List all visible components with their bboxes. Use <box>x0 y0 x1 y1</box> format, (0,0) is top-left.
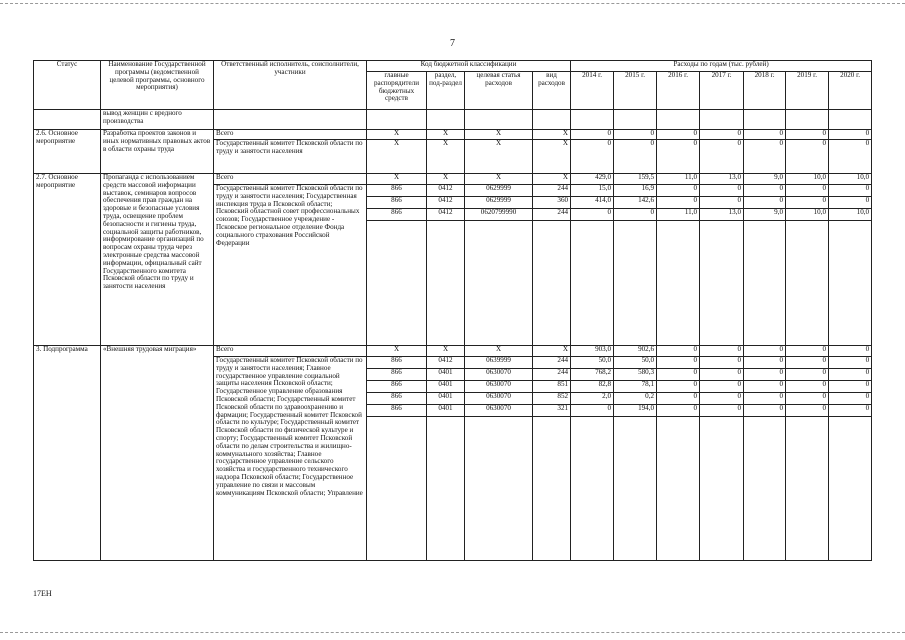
value-cell: 194,0 <box>614 405 657 417</box>
status-cell: 2.6. Основное мероприятие <box>34 130 101 174</box>
value-cell: 78,1 <box>614 381 657 393</box>
value-cell: 0 <box>571 140 614 174</box>
target-cell: 0630070 <box>465 381 533 393</box>
header-code-section: раздел, под-раздел <box>427 72 465 110</box>
value-cell: 0 <box>829 197 872 209</box>
value-cell: 0 <box>700 197 744 209</box>
value-cell: 11,0 <box>657 209 700 221</box>
value-cell: 0 <box>700 369 744 381</box>
value-cell: 0 <box>786 369 829 381</box>
target-cell: 0629999 <box>465 197 533 209</box>
status-cell: 3. Подпрограмма <box>34 346 101 561</box>
value-cell: 0 <box>786 346 829 357</box>
scan-edge-bottom <box>0 632 905 633</box>
value-cell: 0 <box>786 185 829 197</box>
value-cell: 0 <box>744 130 786 140</box>
value-cell: 0 <box>744 346 786 357</box>
grbs-cell: 866 <box>367 369 427 381</box>
target-cell: 0630070 <box>465 369 533 381</box>
value-cell: 50,0 <box>614 357 657 369</box>
grbs-cell: 866 <box>367 405 427 417</box>
name-cell: «Внешняя трудовая миграция» <box>101 346 214 561</box>
value-cell: 0 <box>657 381 700 393</box>
value-cell: 0 <box>571 209 614 221</box>
value-cell: 0 <box>657 393 700 405</box>
section-cell: 0401 <box>427 393 465 405</box>
target-cell: 0620799990 <box>465 209 533 221</box>
header-year: 2017 г. <box>700 72 744 110</box>
executor-cell: Всего <box>214 130 367 140</box>
value-cell: 0 <box>700 185 744 197</box>
header-year: 2019 г. <box>786 72 829 110</box>
header-code-group: Код бюджетной классификации <box>367 61 571 72</box>
grbs-cell: 866 <box>367 381 427 393</box>
value-cell: 0 <box>744 185 786 197</box>
value-cell: 0 <box>744 357 786 369</box>
section-cell: 0412 <box>427 357 465 369</box>
value-cell: 0 <box>744 197 786 209</box>
executor-cell: Государственный комитет Псковской области по труду и занятости населения <box>214 140 367 174</box>
value-cell: 9,0 <box>744 209 786 221</box>
value-cell: 0 <box>700 130 744 140</box>
value-cell: 15,0 <box>571 185 614 197</box>
section-cell: Х <box>427 130 465 140</box>
name-cell: Пропаганда с использованием средств массовой информации выставок, семинаров вопросов обеспечения прав граждан на здоровые и безопасные условия труда, освещение проблем безопасности и гигиены труда, социальной защиты работников, информирование организаций по вопросам охраны труда через электронные средства массовой информации, официальный сайт Государственного комитета Псковской области по труду и занятости населения <box>101 174 214 346</box>
value-cell: 0 <box>829 130 872 140</box>
grbs-cell: 866 <box>367 185 427 197</box>
type-cell: 244 <box>533 357 571 369</box>
document-code: 17ЕН <box>33 589 52 598</box>
value-cell: 11,0 <box>657 174 700 185</box>
grbs-cell: Х <box>367 174 427 185</box>
type-cell: 321 <box>533 405 571 417</box>
target-cell: Х <box>465 346 533 357</box>
value-cell: 2,0 <box>571 393 614 405</box>
section-cell: 0412 <box>427 197 465 209</box>
status-cell: 2.7. Основное мероприятие <box>34 174 101 346</box>
header-year: 2016 г. <box>657 72 700 110</box>
value-cell: 0 <box>700 140 744 174</box>
section-cell: 0412 <box>427 185 465 197</box>
value-cell: 0 <box>700 405 744 417</box>
value-cell: 0 <box>829 393 872 405</box>
value-cell: 13,0 <box>700 209 744 221</box>
value-cell: 429,0 <box>571 174 614 185</box>
value-cell: 768,2 <box>571 369 614 381</box>
header-year: 2015 г. <box>614 72 657 110</box>
target-cell: 0630070 <box>465 405 533 417</box>
value-cell: 16,9 <box>614 185 657 197</box>
budget-table <box>33 60 872 561</box>
section-cell: 0401 <box>427 405 465 417</box>
section-cell: 0401 <box>427 369 465 381</box>
target-cell: Х <box>465 130 533 140</box>
target-cell: 0629999 <box>465 185 533 197</box>
value-cell: 0 <box>744 140 786 174</box>
value-cell: 0 <box>614 140 657 174</box>
value-cell: 10,0 <box>786 209 829 221</box>
value-cell: 0 <box>786 393 829 405</box>
header-year: 2014 г. <box>571 72 614 110</box>
header-status: Статус <box>34 61 101 110</box>
value-cell: 0 <box>786 405 829 417</box>
table-row <box>34 346 872 357</box>
value-cell: 0 <box>829 369 872 381</box>
value-cell: 0 <box>829 357 872 369</box>
grbs-cell: 866 <box>367 209 427 221</box>
value-cell: 82,8 <box>571 381 614 393</box>
grbs-cell: Х <box>367 140 427 174</box>
value-cell: 0 <box>786 381 829 393</box>
value-cell: 0 <box>829 346 872 357</box>
section-cell: 0412 <box>427 209 465 221</box>
value-cell: 0 <box>829 140 872 174</box>
section-cell: 0401 <box>427 381 465 393</box>
value-cell: 0 <box>700 381 744 393</box>
value-cell: 0 <box>744 405 786 417</box>
value-cell: 0 <box>744 393 786 405</box>
header-name: Наименование Государственной программы (ведомственной целевой программы, основного мероприятия) <box>101 61 214 110</box>
value-cell: 159,5 <box>614 174 657 185</box>
type-cell: Х <box>533 174 571 185</box>
value-cell: 50,0 <box>571 357 614 369</box>
section-cell: Х <box>427 140 465 174</box>
value-cell: 414,0 <box>571 197 614 209</box>
value-cell: 0 <box>700 346 744 357</box>
value-cell: 0,2 <box>614 393 657 405</box>
value-cell: 0 <box>571 130 614 140</box>
page-number: 7 <box>450 38 455 49</box>
value-cell: 0 <box>744 369 786 381</box>
value-cell: 10,0 <box>829 174 872 185</box>
status-cell <box>34 110 101 130</box>
value-cell: 580,3 <box>614 369 657 381</box>
target-cell: 0630070 <box>465 393 533 405</box>
value-cell: 0 <box>786 197 829 209</box>
section-cell: Х <box>427 174 465 185</box>
value-cell: 0 <box>829 185 872 197</box>
target-cell: Х <box>465 174 533 185</box>
type-cell: 244 <box>533 185 571 197</box>
value-cell: 9,0 <box>744 174 786 185</box>
target-cell: 0639999 <box>465 357 533 369</box>
grbs-cell: Х <box>367 130 427 140</box>
value-cell: 13,0 <box>700 174 744 185</box>
value-cell: 902,6 <box>614 346 657 357</box>
value-cell: 0 <box>786 140 829 174</box>
value-cell: 0 <box>571 405 614 417</box>
value-cell: 142,6 <box>614 197 657 209</box>
header-code-type: вид расходов <box>533 72 571 110</box>
value-cell: 0 <box>786 130 829 140</box>
header-code-target: целевая статья расходов <box>465 72 533 110</box>
header-expenses-group: Расходы по годам (тыс. рублей) <box>571 61 872 72</box>
header-code-grbs: главные распорядители бюджетных средств <box>367 72 427 110</box>
value-cell: 10,0 <box>829 209 872 221</box>
value-cell: 10,0 <box>786 174 829 185</box>
grbs-cell: Х <box>367 346 427 357</box>
header-executor: Ответственный исполнитель, соисполнители, участники <box>214 61 367 110</box>
section-cell: Х <box>427 346 465 357</box>
value-cell: 903,0 <box>571 346 614 357</box>
value-cell: 0 <box>700 357 744 369</box>
grbs-cell: 866 <box>367 357 427 369</box>
name-cell: Разработка проектов законов и иных нормативных правовых актов в области охраны труда <box>101 130 214 174</box>
value-cell: 0 <box>786 357 829 369</box>
type-cell: Х <box>533 140 571 174</box>
table-row <box>34 130 872 140</box>
name-cell: вывод женщин с вредного производства <box>101 110 214 130</box>
type-cell: Х <box>533 130 571 140</box>
value-cell: 0 <box>829 381 872 393</box>
value-cell: 0 <box>657 369 700 381</box>
value-cell: 0 <box>657 197 700 209</box>
header-year: 2018 г. <box>744 72 786 110</box>
type-cell: 852 <box>533 393 571 405</box>
type-cell: 244 <box>533 369 571 381</box>
target-cell: Х <box>465 140 533 174</box>
type-cell: 244 <box>533 209 571 221</box>
value-cell: 0 <box>700 393 744 405</box>
table-row <box>34 174 872 185</box>
table-row <box>34 110 872 130</box>
value-cell: 0 <box>614 209 657 221</box>
type-cell: 851 <box>533 381 571 393</box>
header-year: 2020 г. <box>829 72 872 110</box>
type-cell: Х <box>533 346 571 357</box>
value-cell: 0 <box>657 185 700 197</box>
value-cell: 0 <box>657 357 700 369</box>
scan-edge-top <box>0 3 905 4</box>
type-cell: 360 <box>533 197 571 209</box>
executor-cell: Государственный комитет Псковской области по труду и занятости населения; Государственная инспекция труда в Псковской области; Псковский областной совет профессиональных союзов; Государственное учреждение - Псковское региональное отделение Фонда социального страхования Российской Федерации <box>214 185 367 346</box>
executor-cell: Всего <box>214 174 367 185</box>
grbs-cell: 866 <box>367 197 427 209</box>
value-cell: 0 <box>829 405 872 417</box>
value-cell: 0 <box>657 405 700 417</box>
executor-cell: Государственный комитет Псковской области по труду и занятости населения; Главное государственное управление социальной защиты населения Псковской области; Государственное управление образования Псковской области; Государственный комитет Псковской области по здравоохранению и фармации; Государственный комитет Псковской области по культуре; Государственный комитет Псковской области по физической культуре и спорту; Государственный комитет Псковской области по делам строительства и жилищно-коммунального хозяйства; Главное государственное управление сельского хозяйства и государственного технического надзора Псковской области; Государственное управление по связи и массовым коммуникациям Псковской области; Управление <box>214 357 367 561</box>
table-header <box>34 61 872 110</box>
value-cell: 0 <box>657 346 700 357</box>
value-cell: 0 <box>657 140 700 174</box>
grbs-cell: 866 <box>367 393 427 405</box>
value-cell: 0 <box>744 381 786 393</box>
value-cell: 0 <box>657 130 700 140</box>
value-cell: 0 <box>614 130 657 140</box>
executor-cell: Всего <box>214 346 367 357</box>
